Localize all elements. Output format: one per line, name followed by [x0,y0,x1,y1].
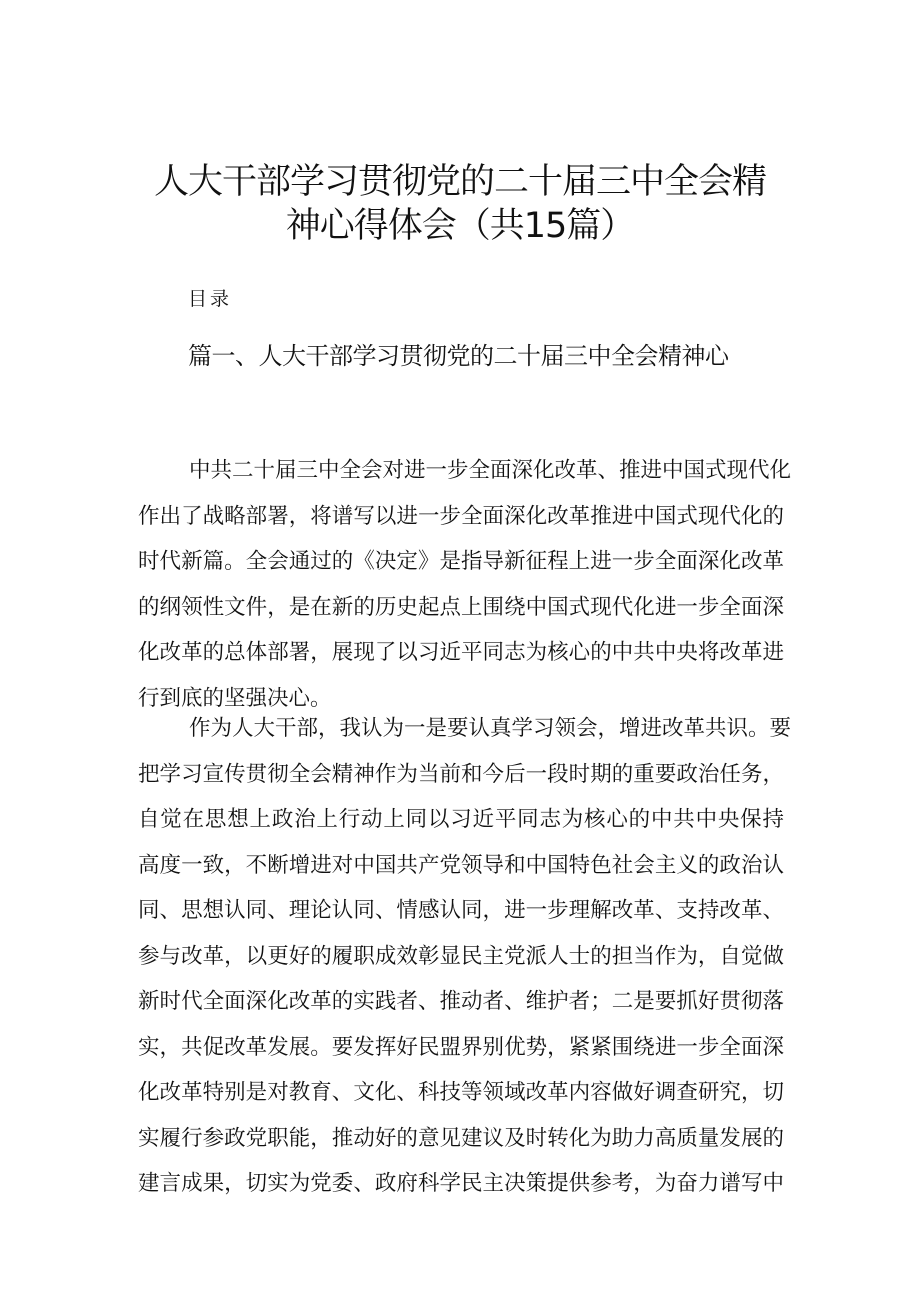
paragraph-line: 作出了战略部署，将谱写以进一步全面深化改革推进中国式现代化的 [138,503,784,529]
paragraph-line: 化改革的总体部署，展现了以习近平同志为核心的中共中央将改革进 [138,640,784,665]
paragraph-line: 高度一致，不断增进对中国共产党领导和中国特色社会主义的政治认 [138,852,784,878]
paragraph-line: 自觉在思想上政治上行动上同以习近平同志为核心的中共中央保持 [138,807,784,832]
paragraph-line: 实履行参政党职能，推动好的意见建议及时转化为助力高质量发展的 [138,1125,784,1151]
paragraph-line: 建言成果，切实为党委、政府科学民主决策提供参考，为奋力谱写中 [138,1171,784,1196]
paragraph-line: 作为人大干部，我认为一是要认真学习领会，增进改革共识。要 [189,716,792,741]
paragraph-2 [138,706,792,1207]
paragraph-line: 中共二十届三中全会对进一步全面深化改革、推进中国式现代化 [189,458,792,483]
paragraph-line: 把学习宣传贯彻全会精神作为当前和今后一段时期的重要政治任务， [138,761,784,787]
toc-entry-1[interactable]: 篇一、人大干部学习贯彻党的二十届三中全会精神心 [188,342,729,370]
paragraph-line: 的纲领性文件，是在新的历史起点上围绕中国式现代化进一步全面深 [138,594,784,620]
document-title-line-1: 人大干部学习贯彻党的二十届三中全会精 [153,162,766,202]
toc-label: 目录 [188,288,233,310]
paragraph-1 [138,448,792,721]
paragraph-line: 行到底的坚强决心。 [138,685,332,711]
document-title-line-2: 神心得体会（共15篇） [285,206,635,246]
paragraph-line: 化改革特别是对教育、文化、科技等领域改革内容做好调查研究，切 [138,1080,784,1105]
paragraph-line: 新时代全面深化改革的实践者、推动者、维护者；二是要抓好贯彻落 [138,989,784,1014]
paragraph-line: 同、思想认同、理论认同、情感认同，进一步理解改革、支持改革、 [138,898,784,923]
paragraph-line: 实，共促改革发展。要发挥好民盟界别优势，紧紧围绕进一步全面深 [138,1034,784,1060]
paragraph-line: 时代新篇。全会通过的《决定》是指导新征程上进一步全面深化改革 [138,549,784,574]
paragraph-line: 参与改革，以更好的履职成效彰显民主党派人士的担当作为，自觉做 [138,943,784,969]
